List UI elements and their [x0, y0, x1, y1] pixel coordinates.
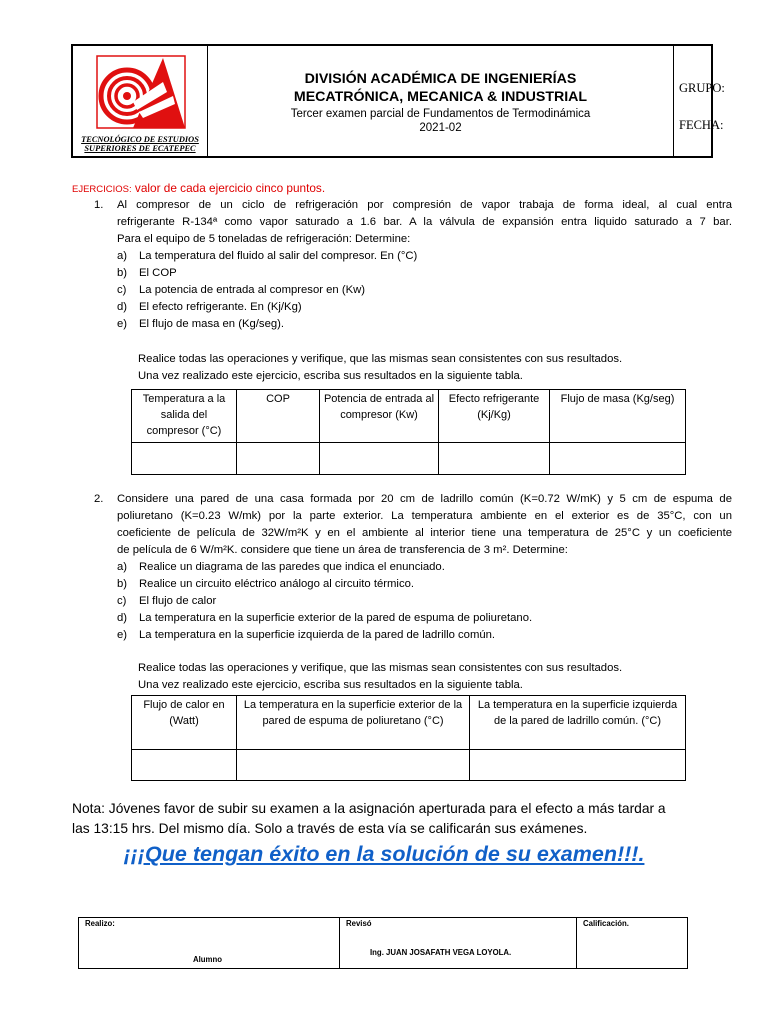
fecha-label: FECHA:	[679, 118, 724, 132]
answer-cell	[132, 750, 237, 781]
list-item: d) El efecto refrigerante. En (Kj/Kg)	[117, 301, 302, 313]
exercises-heading: EJERCICIOS: valor de cada ejercicio cinco puntos.	[72, 181, 326, 195]
answer-cell	[550, 443, 686, 475]
list-item: d) La temperatura en la superficie exterior de la pared de espuma de poliuretano.	[117, 612, 533, 624]
exercise-2-items	[117, 559, 532, 644]
list-item: b) El COP	[117, 267, 177, 279]
logo-cell	[73, 46, 208, 156]
answer-cell	[237, 750, 470, 781]
tese-logo-icon	[93, 52, 189, 130]
answer-cell	[439, 443, 550, 475]
table-header: Flujo de calor en (Watt)	[132, 696, 237, 750]
exercise-1-results-table	[131, 389, 686, 475]
calificacion-cell: Calificación.	[577, 918, 688, 969]
exercise-2-statement: Considere una pared de una casa formada por 20 cm de ladrillo común (K=0.72 W/mK) y 5 cm de espuma de poliuretano (K=0.23 W/mk) por la parte exterior. La temperatura ambiente en el exterior es de 35°C, con un coeficiente de película de 32W/m²K y en el ambiente al interior tiene una temperatura de 25°C y un coeficiente de película de 6 W/m²K. considere que tiene un área de transferencia de 3 m². Determine:	[117, 493, 732, 556]
table-row	[132, 750, 686, 781]
list-item: a) La temperatura del fluido al salir del compresor. En (°C)	[117, 250, 418, 262]
exercise-2-instructions: Realice todas las operaciones y verifique, que las mismas sean consistentes con sus resultados. Una vez realizado este ejercicio, escriba sus resultados en la siguiente tabla.	[138, 662, 623, 691]
answer-cell	[132, 443, 237, 475]
exam-header	[71, 44, 725, 158]
group-date-cell	[674, 46, 725, 156]
reviewer-name: Ing. JUAN JOSAFATH VEGA LOYOLA.	[370, 948, 512, 957]
signature-table	[78, 917, 688, 969]
list-item: e) El flujo de masa en (Kg/seg).	[117, 318, 285, 330]
table-header: Efecto refrigerante (Kj/Kg)	[439, 390, 550, 443]
table-header: La temperatura en la superficie exterior de la pared de espuma de poliuretano (°C)	[237, 696, 470, 750]
table-row	[132, 443, 686, 475]
title-cell	[208, 46, 674, 156]
table-header: La temperatura en la superficie izquierda de la pared de ladrillo común. (°C)	[470, 696, 686, 750]
exercise-1-instructions: Realice todas las operaciones y verifique, que las mismas sean consistentes con sus resultados. Una vez realizado este ejercicio, escriba sus resultados en la siguiente tabla.	[138, 353, 623, 382]
list-item: c) La potencia de entrada al compresor en (Kw)	[117, 284, 366, 296]
exercise-2-results-table	[131, 695, 686, 781]
answer-cell	[320, 443, 439, 475]
table-header: COP	[237, 390, 320, 443]
list-item: e) La temperatura en la superficie izquierda de la pared de ladrillo común.	[117, 629, 496, 641]
division-title: DIVISIÓN ACADÉMICA DE INGENIERÍAS	[304, 71, 577, 87]
program-title: MECATRÓNICA, MECANICA & INDUSTRIAL	[293, 89, 588, 105]
list-item: a) Realice un diagrama de las paredes que indica el enunciado.	[117, 561, 445, 573]
answer-cell	[237, 443, 320, 475]
exercise-1-items	[117, 248, 417, 333]
logo-caption: TECNOLÓGICO DE ESTUDIOS SUPERIORES DE ECATEPEC	[81, 135, 199, 153]
list-item: b) Realice un circuito eléctrico análogo al circuito térmico.	[117, 578, 415, 590]
grupo-label: GRUPO:	[679, 81, 725, 95]
alumno-label: Alumno	[193, 955, 223, 964]
table-header: Temperatura a la salida del compresor (°C)	[132, 390, 237, 443]
good-luck-message: ¡¡¡Que tengan éxito en la solución de su examen!!!.	[123, 842, 645, 866]
exercise-2-number: 2.	[94, 493, 104, 505]
realizo-cell: Realizo: Alumno	[79, 918, 340, 969]
exam-period: 2021-02	[419, 122, 462, 134]
exercise-1-number: 1.	[94, 199, 104, 211]
answer-cell	[470, 750, 686, 781]
list-item: c) El flujo de calor	[117, 595, 217, 607]
table-header: Potencia de entrada al compresor (Kw)	[320, 390, 439, 443]
exam-subtitle: Tercer examen parcial de Fundamentos de Termodinámica	[290, 108, 591, 120]
exercise-1-statement: Al compresor de un ciclo de refrigeración por compresión de vapor trabaja de forma ideal, al cual entra refrigerante R-134ª como vapor saturado a 1.6 bar. A la válvula de expansión entra liquido saturado a 7 bar. Para el equipo de 5 toneladas de refrigeración: Determine:	[117, 199, 732, 245]
reviso-cell: Revisó Ing. JUAN JOSAFATH VEGA LOYOLA.	[340, 918, 577, 969]
submission-note: Nota: Jóvenes favor de subir su examen a la asignación aperturada para el efecto a más tardar a las 13:15 hrs. Del mismo día. Solo a través de esta vía se calificarán sus exámenes.	[72, 801, 666, 836]
table-header: Flujo de masa (Kg/seg)	[550, 390, 686, 443]
